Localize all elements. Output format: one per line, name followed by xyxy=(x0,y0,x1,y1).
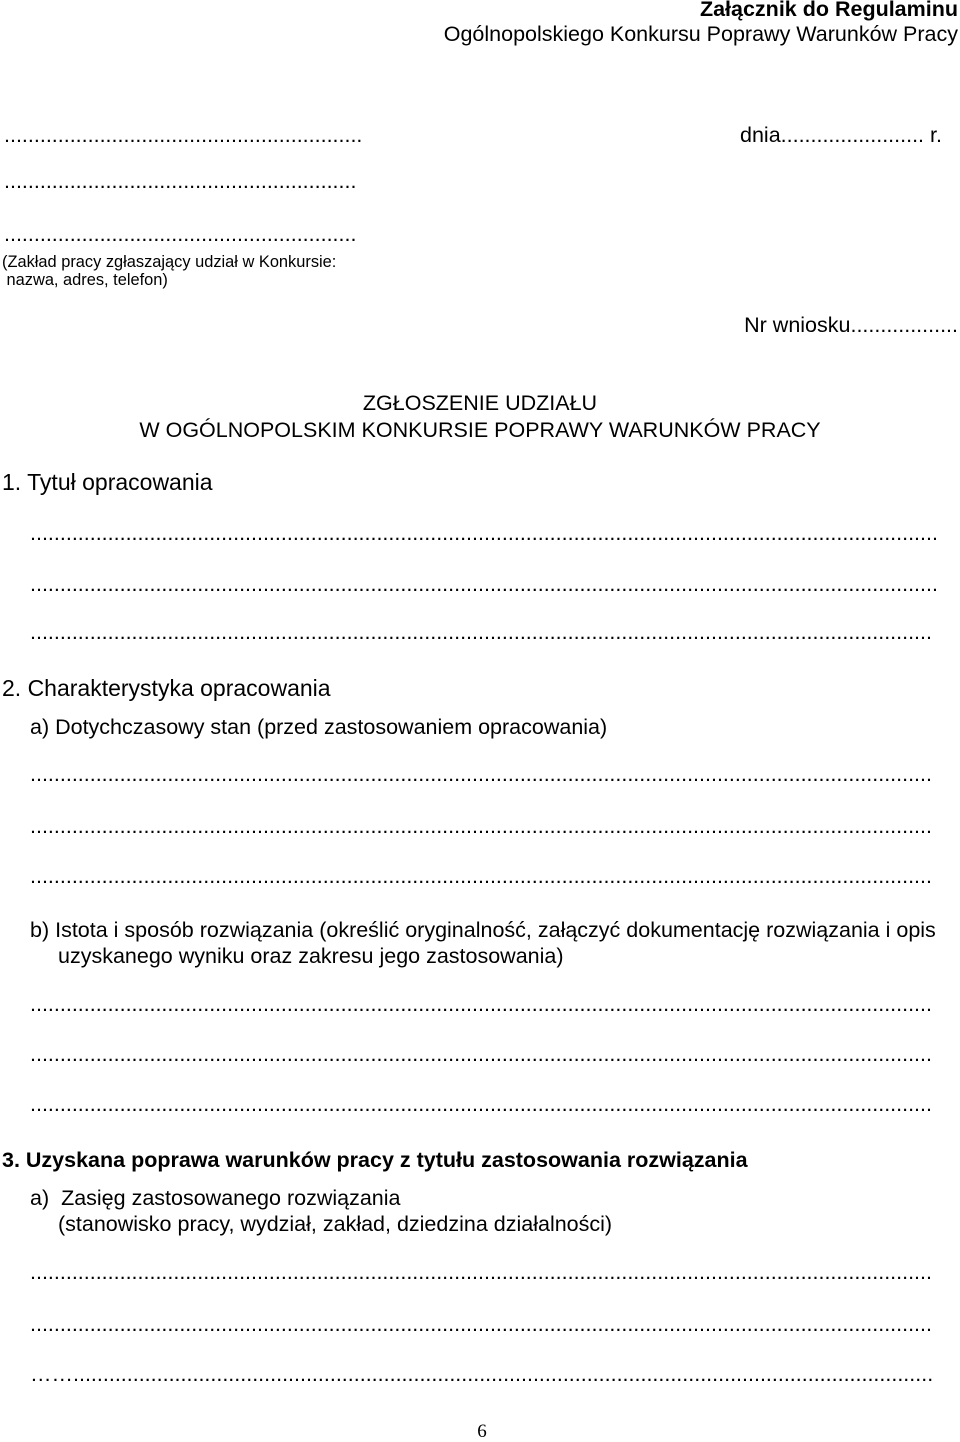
section-2a-fill-line: ....................................................................................................................................................... xyxy=(30,814,932,838)
section-3a-label-continued: (stanowisko pracy, wydział, zakład, dziedzina działalności) xyxy=(58,1212,613,1236)
section-1-heading: 1. Tytuł opracowania xyxy=(2,469,213,495)
applicant-fill-line: ........................................................... xyxy=(4,169,357,193)
application-number: Nr wniosku.................. xyxy=(744,313,958,337)
applicant-caption: nazwa, adres, telefon) xyxy=(2,271,168,289)
section-3a-fill-line: ……................................................................................................................................................ xyxy=(30,1362,934,1386)
annex-title: Załącznik do Regulaminu xyxy=(699,0,958,21)
annex-subtitle: Ogólnopolskiego Konkursu Poprawy Warunków Pracy xyxy=(443,22,958,46)
section-1-fill-line: ........................................................................................................................................................ xyxy=(30,521,938,545)
applicant-caption: (Zakład pracy zgłaszający udział w Konkursie: xyxy=(2,253,337,271)
section-2a-label: a) Dotychczasowy stan (przed zastosowaniem opracowania) xyxy=(30,715,608,739)
applicant-fill-line: ........................................................... xyxy=(4,222,357,246)
section-2b-fill-line: ....................................................................................................................................................... xyxy=(30,992,932,1016)
section-1-fill-line: ........................................................................................................................................................ xyxy=(30,572,938,596)
form-title-line: W OGÓLNOPOLSKIM KONKURSIE POPRAWY WARUNKÓW PRACY xyxy=(139,418,821,442)
section-2b-label-continued: uzyskanego wyniku oraz zakresu jego zastosowania) xyxy=(58,944,564,968)
form-title-line: ZGŁOSZENIE UDZIAŁU xyxy=(362,391,598,415)
section-2b-fill-line: ....................................................................................................................................................... xyxy=(30,1092,932,1116)
section-2b-fill-line: ....................................................................................................................................................... xyxy=(30,1042,932,1066)
page-number: 6 xyxy=(477,1421,487,1442)
date-field: dnia........................ r. xyxy=(740,123,942,147)
section-3a-label: a) Zasięg zastosowanego rozwiązania xyxy=(30,1186,401,1210)
applicant-fill-line: ............................................................ xyxy=(4,123,363,147)
section-3-heading: 3. Uzyskana poprawa warunków pracy z tytułu zastosowania rozwiązania xyxy=(2,1148,748,1172)
section-2b-label: b) Istota i sposób rozwiązania (określić oryginalność, załączyć dokumentację rozwiązania i opis xyxy=(30,918,936,942)
section-3a-fill-line: ....................................................................................................................................................... xyxy=(30,1260,932,1284)
section-2-heading: 2. Charakterystyka opracowania xyxy=(2,675,331,701)
section-2a-fill-line: ....................................................................................................................................................... xyxy=(30,864,932,888)
section-3a-fill-line: ....................................................................................................................................................... xyxy=(30,1312,932,1336)
section-1-fill-line: ....................................................................................................................................................... xyxy=(30,620,932,644)
section-2a-fill-line: ....................................................................................................................................................... xyxy=(30,762,932,786)
